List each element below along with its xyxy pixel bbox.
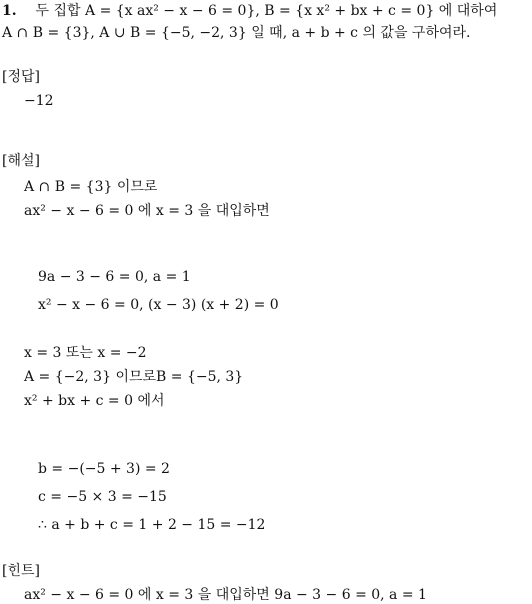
answer-value: −12	[24, 93, 54, 109]
solution-line: ax² − x − 6 = 0 에 x = 3 을 대입하면	[24, 203, 270, 219]
problem-number: 1.	[2, 3, 17, 19]
solution-line: A ∩ B = {3} 이므로	[24, 179, 158, 195]
solution-line: A = {−2, 3} 이므로B = {−5, 3}	[24, 369, 244, 385]
solution-line: x = 3 또는 x = −2	[24, 345, 147, 361]
hint-text: ax² − x − 6 = 0 에 x = 3 을 대입하면 9a − 3 − 6 = 0, a = 1	[24, 587, 427, 603]
answer-header: [정답]	[2, 69, 40, 85]
solution-header: [해설]	[2, 153, 40, 169]
hint-header: [힌트]	[2, 563, 40, 579]
solution-conclusion: ∴ a + b + c = 1 + 2 − 15 = −12	[38, 517, 266, 533]
solution-equation: c = −5 × 3 = −15	[38, 489, 167, 505]
problem-line-2: A ∩ B = {3}, A ∪ B = {−5, −2, 3} 일 때, a + b + c 의 값을 구하여라.	[2, 25, 471, 41]
solution-equation: x² − x − 6 = 0, (x − 3) (x + 2) = 0	[38, 297, 279, 313]
solution-equation: 9a − 3 − 6 = 0, a = 1	[38, 269, 191, 285]
solution-equation: b = −(−5 + 3) = 2	[38, 461, 170, 477]
problem-line-1: 두 집합 A = {x ax² − x − 6 = 0}, B = {x x² + bx + c = 0} 에 대하여	[35, 3, 498, 19]
solution-line: x² + bx + c = 0 에서	[24, 393, 165, 409]
problem-statement	[2, 2, 497, 20]
